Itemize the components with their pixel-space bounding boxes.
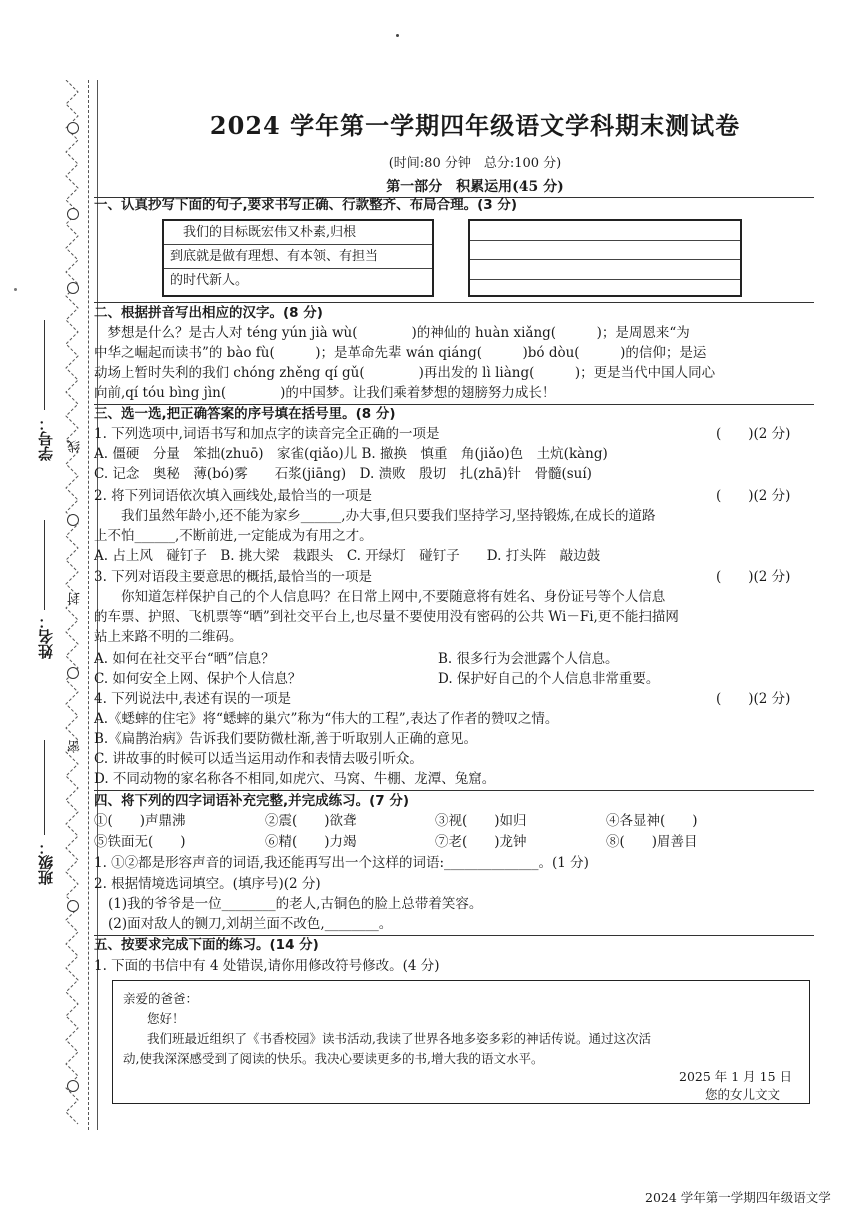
q2-text-line: 中华之崛起而读书”的 bào fù( )；是革命先辈 wán qiáng( )bó dòu( )的信仰；是运 [94,345,707,361]
letter-body: 动,使我深深感受到了阅读的快乐。我决心要读更多的书,增大我的语文水平。 [123,1051,544,1066]
q3-3-question: 3. 下列对语段主要意思的概括,最恰当的一项是 [94,569,372,585]
name-label: 姓名： [37,614,55,659]
q3-3-score[interactable]: ( )(2 分) [716,569,791,585]
binding-hole [67,208,79,220]
binding-hole [67,514,79,526]
cut-secret-word: 密 [68,740,83,753]
q2-text-line: 梦想是什么？是古人对 téng yún jià wù( )的神仙的 huàn xiǎng( )；是周恩来“为 [94,325,690,341]
q3-1-option: A. 僵硬 分量 笨拙(zhuō) 家雀(qiǎo)儿 B. 撤换 慎重 角(jiǎo)色 土炕(kàng) [94,446,608,462]
q3-3-choice: C. 如何安全上网、保护个人信息？ [94,671,302,687]
copy-line: 到底就是做有理想、有本领、有担当 [164,245,432,269]
page-footer: 2024 学年第一学期四年级语文学 [645,1190,831,1205]
q3-3-passage: 站上来路不明的二维码。 [94,629,243,645]
letter-body: 我们班最近组织了《书香校园》读书活动,我读了世界各地多姿多彩的神话传说。通过这次活 [147,1031,651,1046]
cut-seal-word: 封 [68,592,83,605]
part-heading: 第一部分 积累运用(45 分) [386,179,564,195]
student-id-field[interactable] [44,320,45,410]
q4-sub2b: (2)面对敌人的铡刀,刘胡兰面不改色,________。 [108,916,393,932]
cut-line-word: 线 [68,440,83,453]
idiom-blank[interactable]: ⑧( )眉善目 [606,834,698,850]
scan-dot [14,288,17,291]
q4-sub2: 2. 根据情境选词填空。(填序号)(2 分) [94,876,321,892]
exam-title: 2024 学年第一学期四年级语文学科期末测试卷 [209,111,741,140]
q3-3-choice: A. 如何在社交平台“晒”信息？ [94,651,275,667]
q3-4-option: C. 讲故事的时候可以适当运用动作和表情去吸引听众。 [94,751,423,767]
q3-2-score[interactable]: ( )(2 分) [716,488,791,504]
q3-4-option: A.《蟋蟀的住宅》将“蟋蟀的巢穴”称为“伟大的工程”,表达了作者的赞叹之情。 [94,711,559,727]
q4-sub2a: (1)我的爷爷是一位________的老人,古铜色的脸上总带着笑容。 [108,896,483,912]
scan-dot [396,34,399,37]
q3-3-choice: B. 很多行为会泄露个人信息。 [438,651,619,667]
idiom-blank[interactable]: ③视( )如归 [435,813,527,829]
idiom-blank[interactable]: ⑥精( )力竭 [265,834,357,850]
copy-source-box [162,219,434,297]
binding-hole [67,282,79,294]
q3-4-option: B.《扁鹊治病》告诉我们要防微杜渐,善于听取别人正确的意见。 [94,731,478,747]
q3-1-score[interactable]: ( )(2 分) [716,426,791,442]
copy-line: 的时代新人。 [170,273,249,288]
q4-sub1: 1. ①②都是形容声音的词语,我还能再写出一个这样的词语:______________。(1 分) [94,855,589,871]
name-field[interactable] [44,520,45,610]
idiom-blank[interactable]: ⑦老( )龙钟 [435,834,527,850]
q3-2-passage: 我们虽然年龄小,还不能为家乡______,办大事,但只要我们坚持学习,坚持锻炼,在成长的道路 [94,508,656,524]
binding-hole [67,1080,79,1092]
q3-4-option: D. 不同动物的家名称各不相同,如虎穴、马窝、牛棚、龙潭、兔窟。 [94,771,496,787]
idiom-blank[interactable]: ①( )声鼎沸 [94,813,186,829]
copy-answer-box[interactable] [468,219,742,297]
student-id-label: 学号： [37,416,55,461]
q3-heading: 三、选一选,把正确答案的序号填在括号里。(8 分) [94,406,396,422]
section-divider [94,302,814,303]
q3-2-passage: 上不怕______,不断前进,一定能成为有用之才。 [94,528,373,544]
q3-4-question: 4. 下列说法中,表述有误的一项是 [94,691,291,707]
q1-heading: 一、认真抄写下面的句子,要求书写正确、行款整齐、布局合理。(3 分) [94,197,518,213]
q3-3-choice: D. 保护好自己的个人信息非常重要。 [438,671,660,687]
class-field[interactable] [44,740,45,835]
binding-dashed-line [88,80,89,1130]
q2-heading: 二、根据拼音写出相应的汉字。(8 分) [94,305,323,321]
letter-date: 2025 年 1 月 15 日 [679,1069,793,1084]
q3-3-passage: 你知道怎样保护自己的个人信息吗？在日常上网中,不要随意将有姓名、身份证号等个人信息 [94,589,666,605]
binding-hole [67,122,79,134]
q3-2-question: 2. 将下列词语依次填入画线处,最恰当的一项是 [94,488,372,504]
q2-text-line: 向前,qí tóu bìng jìn( )的中国梦。让我们乘着梦想的翅膀努力成长！ [94,385,556,401]
binding-hole [67,667,79,679]
q3-1-option: C. 记念 奥秘 薄(bó)雾 石浆(jiāng) D. 溃败 殷切 扎(zhā)针 骨髓(suí) [94,466,592,482]
q5-sub1: 1. 下面的书信中有 4 处错误,请你用修改符号修改。(4 分) [94,958,440,974]
q3-4-score[interactable]: ( )(2 分) [716,691,791,707]
q2-text-line: 动场上暂时失利的我们 chóng zhěng qí gǔ( )再出发的 lì liàng( )；更是当代中国人同心 [94,365,716,381]
idiom-blank[interactable]: ⑤铁面无( ) [94,834,186,850]
binding-zigzag [62,80,82,1130]
idiom-blank[interactable]: ②震( )欲聋 [265,813,357,829]
binding-hole [67,900,79,912]
letter-greeting: 亲爱的爸爸： [123,991,199,1006]
idiom-blank[interactable]: ④各显神( ) [606,813,698,829]
exam-subtitle: (时间:80 分钟 总分:100 分) [388,156,562,171]
letter-signature: 您的女儿文文 [705,1087,781,1102]
q4-heading: 四、将下列的四字词语补充完整,并完成练习。(7 分) [94,793,410,809]
copy-line: 我们的目标既宏伟又朴素,归根 [164,221,432,245]
q3-3-passage: 的车票、护照、飞机票等“晒”到社交平台上,也尽量不要使用没有密码的公共 Wi－Fi,更不能扫描网 [94,609,679,625]
q3-1-question: 1. 下列选项中,词语书写和加点字的读音完全正确的一项是 [94,426,440,442]
letter-hello: 您好！ [147,1011,185,1026]
q5-heading: 五、按要求完成下面的练习。(14 分) [94,937,319,953]
class-label: 班级： [37,840,55,885]
q3-2-options: A. 占上风 碰钉子 B. 挑大梁 栽跟头 C. 开绿灯 碰钉子 D. 打头阵 敲边鼓 [94,548,601,564]
section-divider [94,790,814,791]
letter-box [112,980,810,1104]
